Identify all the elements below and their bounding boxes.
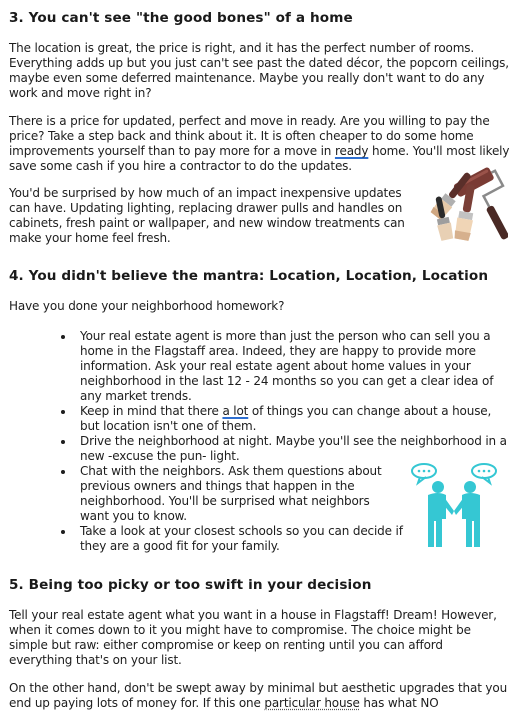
section-3-paragraph-2-text-b: home. You'll most likely save some cash if you hire a contractor to do the updates. [9, 144, 510, 173]
list-item-text-a: Keep in mind that there [80, 404, 223, 418]
a-lot-link[interactable]: a lot [222, 404, 249, 418]
section-3-paragraph-2-text-a: There is a price for updated, perfect and move in ready. Are you willing to pay the price? Take a step back and think about it. It is often cheaper to do some home improvements yourself than to pay more for a move in [9, 114, 490, 158]
section-4-heading: 4. You didn't believe the mantra: Location, Location, Location [9, 268, 489, 284]
list-item: Drive the neighborhood at night. Maybe you'll see the neighborhood in a new -excuse the pun- light. [80, 434, 510, 464]
list-item-text-b: of things you can change about a house, but location isn't one of them. [80, 404, 492, 433]
section-3-paragraph-3: You'd be surprised by how much of an impact inexpensive updates can have. Updating lighting, replacing drawer pulls and handles on cabinets, fresh paint or wallpaper, and new window treatments can make your home feel fresh. [9, 186, 405, 245]
section-3-heading: 3. You can't see "the good bones" of a home [9, 10, 353, 26]
list-item: Chat with the neighbors. Ask them questions about previous owners and things that happen in the neighborhood. You'll be surprised what neighbors want you to know. [80, 464, 402, 524]
section-3-paragraph-1: The location is great, the price is right, and it has the perfect number of rooms. Everything adds up but you just can't see past the dated décor, the popcorn ceilings, maybe even some deferred maintenance. Maybe you really don't want to do any work and move right in? [9, 41, 509, 100]
section-5-heading: 5. Being too picky or too swift in your decision [9, 577, 372, 593]
neighbors-chatting-icon [406, 461, 502, 551]
section-5-paragraph-2-text-b: has what NO [359, 696, 439, 710]
ready-link[interactable]: ready [334, 144, 369, 158]
list-item: Your real estate agent is more than just the person who can sell you a home in the Flagstaff area. Indeed, they are happy to provide more information. Ask your real estate agent about home values in your neighborhood in the last 12 - 24 months so you can get a clear idea of any market trends. [80, 329, 510, 404]
particular-house-link[interactable]: particular house [264, 696, 360, 710]
section-3-paragraph-2 [9, 114, 511, 174]
section-5-paragraph-1: Tell your real estate agent what you want in a house in Flagstaff! Dream! However, when it comes down to it you might have to compromise. The choice might be simple but raw: either compromise or keep on renting until you can afford everything that's on your list. [9, 608, 497, 667]
section-5-paragraph-2-text-a: On the other hand, don't be swept away by minimal but aesthetic upgrades that you end up paying lots of money for. If this one [9, 681, 508, 710]
section-5-paragraph-2 [9, 681, 511, 711]
paint-brushes-icon [422, 166, 508, 250]
list-item [80, 404, 510, 434]
section-4-intro: Have you done your neighborhood homework? [9, 299, 285, 313]
list-item: Take a look at your closest schools so you can decide if they are a good fit for your family. [80, 524, 410, 554]
